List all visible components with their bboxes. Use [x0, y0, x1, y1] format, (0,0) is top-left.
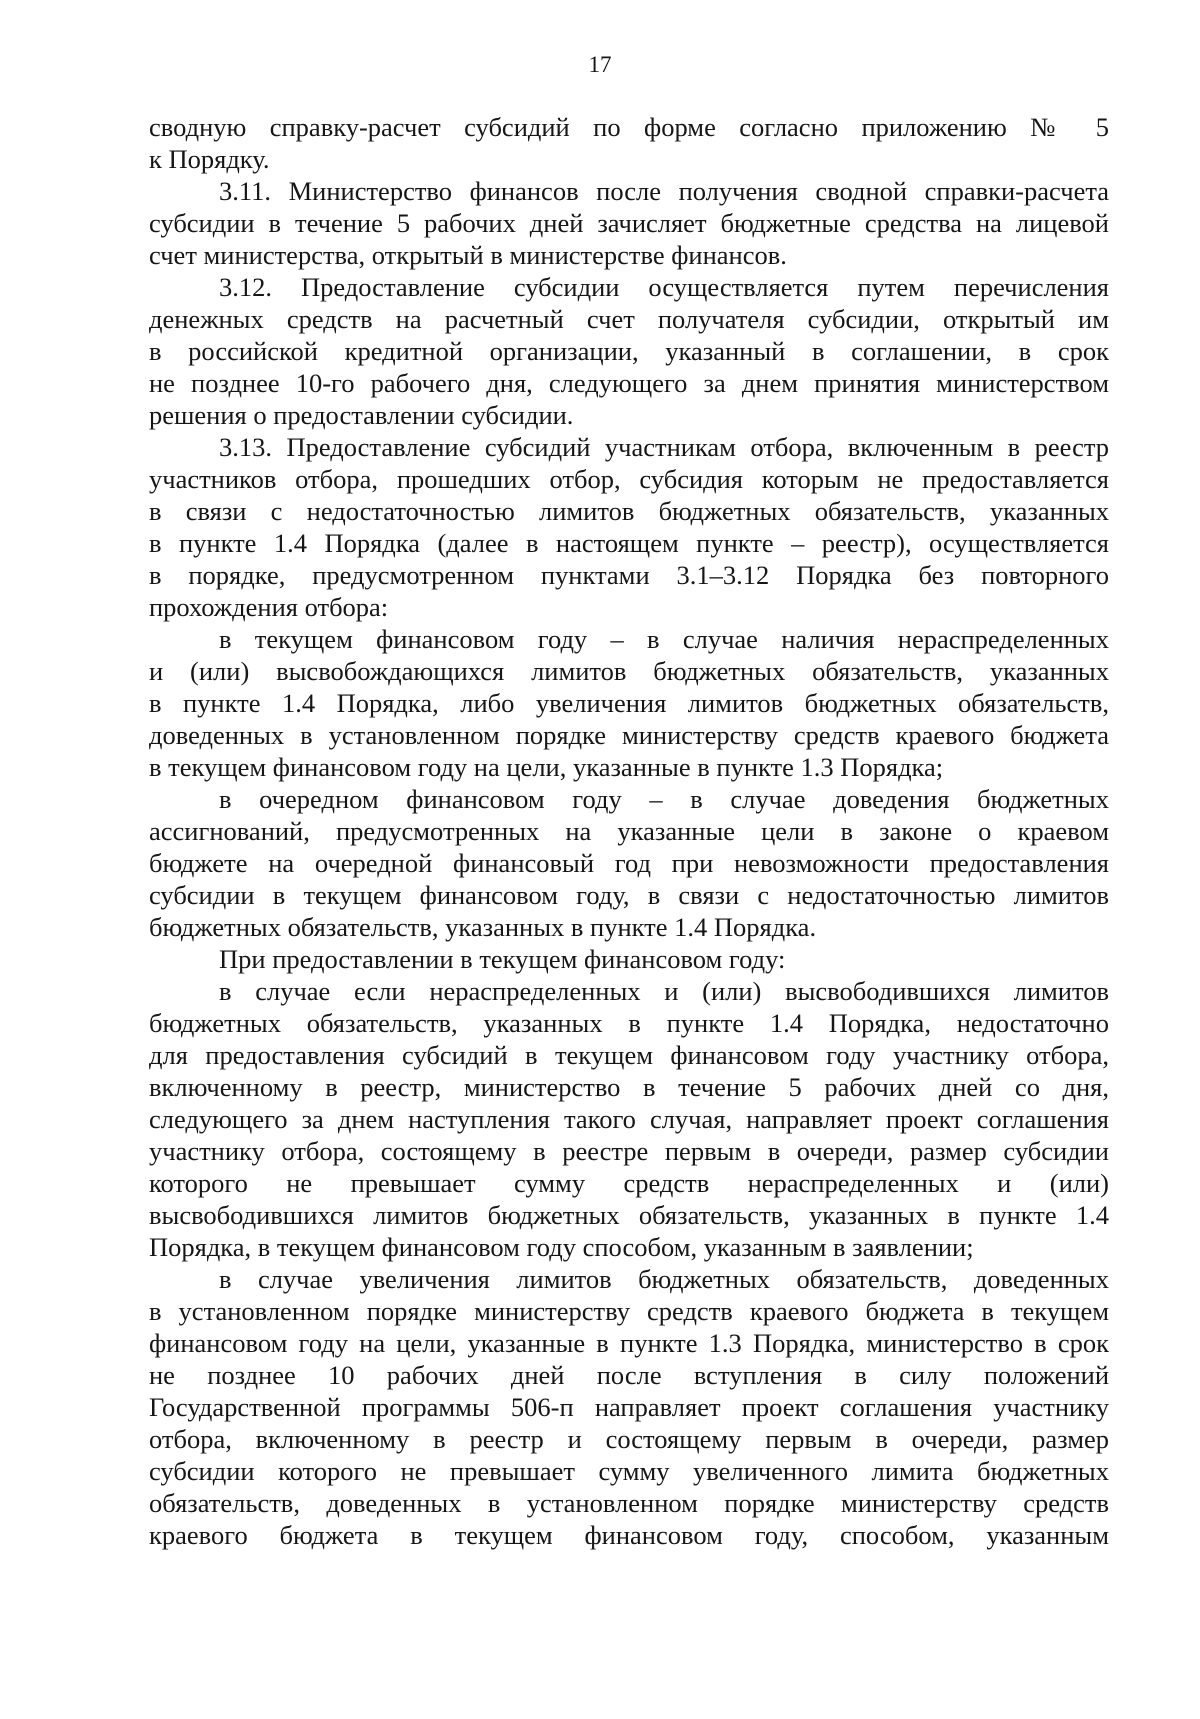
text-line: не позднее 10-го рабочего дня, следующего за днем принятия министерством: [149, 368, 1109, 398]
text-line: для предоставления субсидий в текущем финансовом году участнику отбора,: [149, 1040, 1109, 1070]
text-line: к Порядку.: [149, 144, 270, 174]
text-line: в случае если нераспределенных и (или) высвободившихся лимитов: [219, 976, 1109, 1006]
text-line: в порядке, предусмотренном пунктами 3.1–3.12 Порядка без повторного: [149, 560, 1109, 590]
text-line: в установленном порядке министерству средств краевого бюджета в текущем: [149, 1296, 1109, 1326]
text-line: бюджетных обязательств, указанных в пункте 1.4 Порядка.: [149, 912, 817, 942]
text-line: субсидии в течение 5 рабочих дней зачисляет бюджетные средства на лицевой: [149, 208, 1109, 238]
text-line: решения о предоставлении субсидии.: [149, 400, 574, 430]
text-line: субсидии в текущем финансовом году, в связи с недостаточностью лимитов: [149, 880, 1109, 910]
text-line: прохождения отбора:: [149, 592, 389, 622]
text-line: в текущем финансовом году – в случае наличия нераспределенных: [219, 624, 1109, 654]
text-line: отбора, включенному в реестр и состоящему первым в очереди, размер: [149, 1424, 1109, 1454]
text-line: и (или) высвобождающихся лимитов бюджетных обязательств, указанных: [149, 656, 1109, 686]
text-line: не позднее 10 рабочих дней после вступления в силу положений: [149, 1360, 1109, 1390]
text-line: финансовом году на цели, указанные в пункте 1.3 Порядка, министерство в срок: [149, 1328, 1109, 1358]
text-line: 3.13. Предоставление субсидий участникам отбора, включенным в реестр: [219, 432, 1109, 462]
text-line: в российской кредитной организации, указанный в соглашении, в срок: [149, 336, 1109, 366]
text-line: в случае увеличения лимитов бюджетных обязательств, доведенных: [219, 1264, 1109, 1294]
text-line: участников отбора, прошедших отбор, субсидия которым не предоставляется: [149, 464, 1109, 494]
text-line: ассигнований, предусмотренных на указанные цели в законе о краевом: [149, 816, 1109, 846]
text-line: следующего за днем наступления такого случая, направляет проект соглашения: [149, 1104, 1109, 1134]
text-line: 3.12. Предоставление субсидии осуществляется путем перечисления: [219, 272, 1109, 302]
text-line: в текущем финансовом году на цели, указанные в пункте 1.3 Порядка;: [149, 752, 944, 782]
text-line: бюджете на очередной финансовый год при невозможности предоставления: [149, 848, 1109, 878]
text-line: которого не превышает сумму средств нераспределенных и (или): [149, 1168, 1109, 1198]
text-line: Государственной программы 506-п направляет проект соглашения участнику: [149, 1392, 1109, 1422]
text-line: обязательств, доведенных в установленном порядке министерству средств: [149, 1488, 1109, 1518]
page-number: 17: [588, 52, 612, 77]
text-line: 3.11. Министерство финансов после получения сводной справки-расчета: [219, 176, 1109, 206]
text-line: субсидии которого не превышает сумму увеличенного лимита бюджетных: [149, 1456, 1109, 1486]
text-line: включенному в реестр, министерство в течение 5 рабочих дней со дня,: [149, 1072, 1109, 1102]
text-line: участнику отбора, состоящему в реестре первым в очереди, размер субсидии: [149, 1136, 1109, 1166]
text-line: в пункте 1.4 Порядка (далее в настоящем пункте – реестр), осуществляется: [149, 528, 1109, 558]
text-line: бюджетных обязательств, указанных в пункте 1.4 Порядка, недостаточно: [149, 1008, 1109, 1038]
text-line: в связи с недостаточностью лимитов бюджетных обязательств, указанных: [149, 496, 1109, 526]
text-line: доведенных в установленном порядке министерству средств краевого бюджета: [149, 720, 1109, 750]
text-line: в очередном финансовом году – в случае доведения бюджетных: [219, 784, 1109, 814]
text-line: в пункте 1.4 Порядка, либо увеличения лимитов бюджетных обязательств,: [149, 688, 1109, 718]
text-line: краевого бюджета в текущем финансовом году, способом, указанным: [149, 1520, 1109, 1550]
text-line: счет министерства, открытый в министерстве финансов.: [149, 240, 787, 270]
text-line: денежных средств на расчетный счет получателя субсидии, открытый им: [149, 304, 1109, 334]
text-line: высвободившихся лимитов бюджетных обязательств, указанных в пункте 1.4: [149, 1200, 1109, 1230]
text-line: Порядка, в текущем финансовом году способом, указанным в заявлении;: [149, 1232, 974, 1262]
text-line: При предоставлении в текущем финансовом году:: [219, 944, 786, 974]
text-line: сводную справку-расчет субсидий по форме согласно приложению № 5: [149, 112, 1109, 142]
